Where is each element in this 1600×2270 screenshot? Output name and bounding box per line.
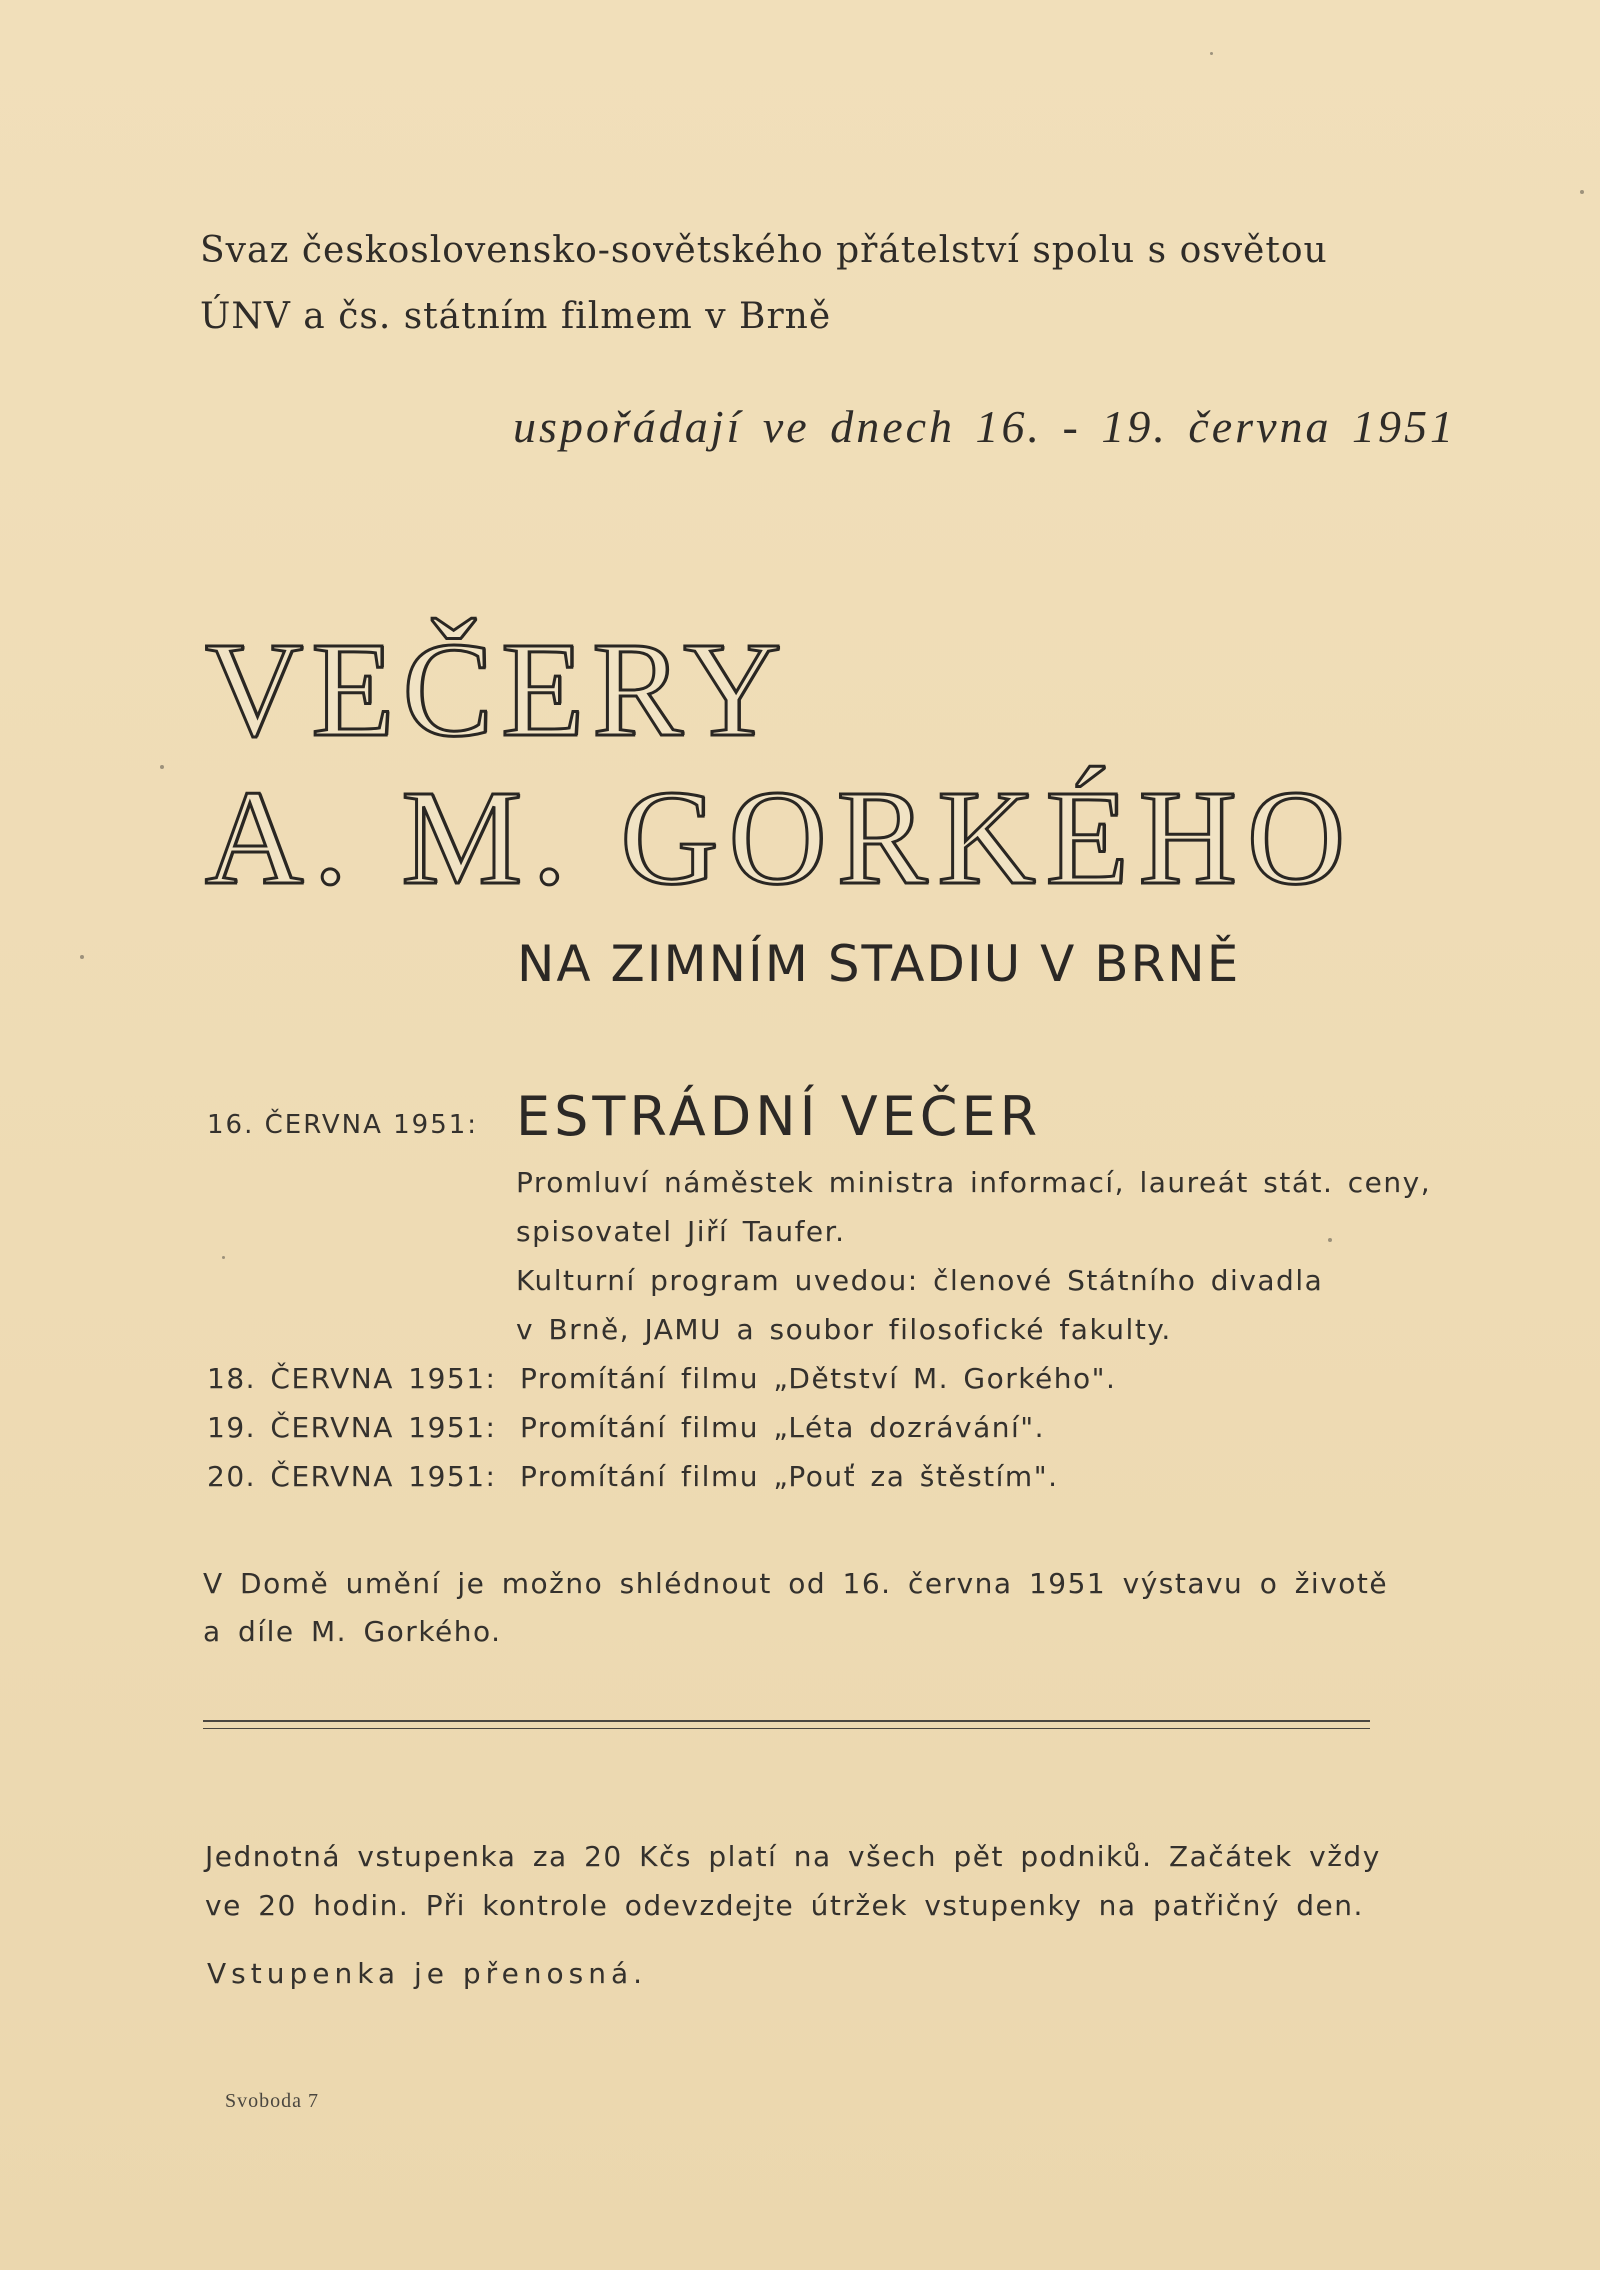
organizers-intro: [200, 218, 1380, 350]
program-line: v Brně, JAMU a soubor filosofické fakulty.: [516, 1313, 1172, 1346]
exhibition-line-2: a díle M. Gorkého.: [203, 1615, 502, 1648]
divider-rule-top: [203, 1720, 1370, 1722]
program-date-2: 18. ČERVNA 1951:: [207, 1362, 497, 1395]
program-film-3: Promítání filmu „Léta dozrávání".: [520, 1411, 1046, 1444]
program-line: Kulturní program uvedou: členové Státního divadla: [516, 1264, 1324, 1297]
paper-speck: [222, 1256, 225, 1259]
program-date-4: 20. ČERVNA 1951:: [207, 1460, 497, 1493]
title-line-1: VEČERY: [205, 615, 790, 765]
ticket-line-2: ve 20 hodin. Při kontrole odevzdejte útržek vstupenky na patřičný den.: [205, 1889, 1364, 1922]
event-dates: uspořádají ve dnech 16. - 19. června 1951: [513, 401, 1457, 452]
paper-speck: [1580, 190, 1584, 194]
title-line-2: A. M. GORKÉHO: [205, 763, 1355, 913]
divider-rule-bottom: [203, 1728, 1370, 1729]
program-film-2: Promítání filmu „Dětství M. Gorkého".: [520, 1362, 1117, 1395]
program-date-1: 16. ČERVNA 1951:: [207, 1110, 479, 1140]
paper-speck: [1210, 52, 1213, 55]
printer-imprint: Svoboda 7: [225, 2090, 319, 2112]
paper-speck: [160, 765, 164, 769]
intro-line-1: Svaz československo-sovětského přátelství spolu s osvětou: [200, 230, 1328, 271]
program-line: spisovatel Jiří Taufer.: [516, 1215, 846, 1248]
program-heading-1: ESTRÁDNÍ VEČER: [516, 1085, 1042, 1148]
venue: NA ZIMNÍM STADIU V BRNĚ: [517, 935, 1241, 993]
paper-speck: [80, 955, 84, 959]
transferable-note: Vstupenka je přenosná.: [207, 1957, 648, 1990]
program-film-4: Promítání filmu „Pouť za štěstím".: [520, 1460, 1059, 1493]
ticket-info: [205, 1832, 1381, 1930]
program-line: Promluví náměstek ministra informací, laureát stát. ceny,: [516, 1166, 1432, 1199]
paper-speck: [1328, 1238, 1332, 1242]
program-date-3: 19. ČERVNA 1951:: [207, 1411, 497, 1444]
ticket-line-1: Jednotná vstupenka za 20 Kčs platí na všech pět podniků. Začátek vždy: [205, 1840, 1381, 1873]
intro-line-2: ÚNV a čs. státním filmem v Brně: [200, 296, 832, 337]
exhibition-note: [203, 1560, 1388, 1656]
exhibition-line-1: V Domě umění je možno shlédnout od 16. června 1951 výstavu o životě: [203, 1567, 1389, 1600]
